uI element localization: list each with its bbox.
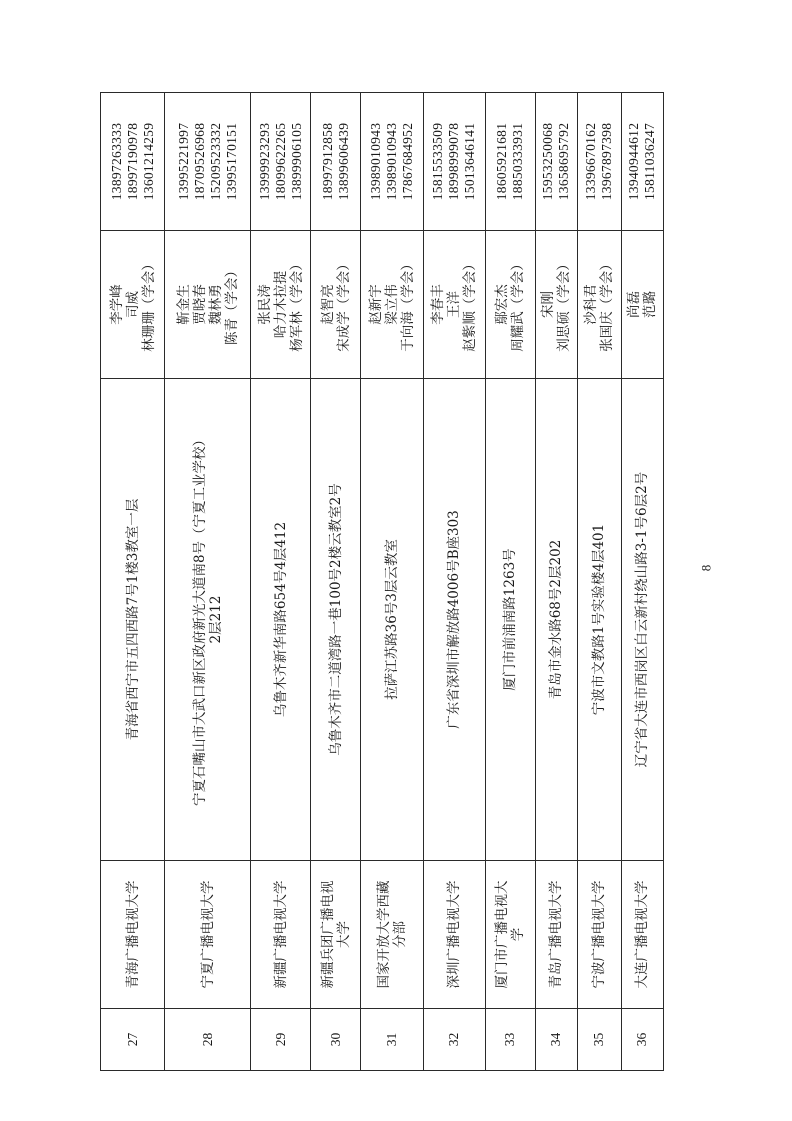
address-cell [423,379,485,861]
address-cell [577,379,621,861]
contact-line: 张民涛 [256,284,273,325]
phone-line: 15953250068 [540,122,556,201]
contact-cell [621,231,663,379]
contact-line: 林珊珊（学会） [140,257,157,352]
school-line: 深圳广播电视大学 [446,880,463,989]
contact-line: 赵新宇 [367,284,384,325]
table-row [423,93,485,1071]
phone-line: 17867684952 [399,122,415,201]
school-cell [423,861,485,1009]
table-row [485,93,535,1071]
row-number-cell: 31 [361,1009,423,1071]
contact-line: 贾晓春 [191,284,208,325]
address-line: 青岛市金水路68号2层202 [548,539,565,700]
contact-cell [251,231,311,379]
contact-cell [311,231,361,379]
address-line: 乌鲁木齐市二道湾路一巷100号2楼云教室2号 [327,483,344,756]
row-number-cell: 35 [577,1009,621,1071]
school-line: 厦门市广播电视大 [494,880,511,989]
school-line: 新疆兵团广播电视 [319,880,336,989]
row-number-cell: 29 [251,1009,311,1071]
phone-line: 13940944612 [626,122,642,201]
school-cell [577,861,621,1009]
contact-line: 司威 [124,291,141,318]
school-line: 大学 [335,921,352,948]
address-line: 厦门市前浦南路1263号 [502,548,519,691]
school-cell [101,861,165,1009]
address-cell [251,379,311,861]
page-number: 8 [698,564,714,572]
school-cell [361,861,423,1009]
contact-line: 于向海（学会） [399,257,416,352]
school-cell [535,861,577,1009]
phone-line: 18605921681 [494,122,510,201]
contact-line: 哈力木拉提 [272,270,289,339]
address-line: 青海省西宁市五四西路7号1楼3教室一层 [124,498,141,741]
address-cell [165,379,251,861]
phone-line: 13658695792 [556,122,572,201]
contact-table [100,92,664,1071]
contact-line: 王洋 [446,291,463,318]
school-line: 分部 [391,921,408,948]
phone-line: 18997912858 [319,122,335,201]
address-line: 宁夏石嘴山市大武口新区政府新光大道南8号（宁夏工业学校） [191,432,208,807]
school-cell [311,861,361,1009]
phone-line: 15815533509 [430,122,446,201]
school-cell [251,861,311,1009]
phone-line: 13396670162 [583,122,599,201]
contact-table-body [101,93,664,1071]
phone-line: 15013646141 [462,122,478,201]
phone-line: 15209523332 [207,122,223,201]
school-line: 宁夏广播电视大学 [199,880,216,989]
phone-line: 13601214259 [140,122,156,201]
contact-line: 鄢宏杰 [494,284,511,325]
contact-line: 尚磊 [626,291,643,318]
contact-line: 赵智亮 [319,284,336,325]
address-cell [621,379,663,861]
school-line: 大连广播电视大学 [634,880,651,989]
contact-cell [535,231,577,379]
address-line: 辽宁省大连市西岗区白云新村绕山路3-1号6层2号 [634,471,651,768]
address-cell [311,379,361,861]
contact-line: 沙科君 [583,284,600,325]
school-line: 青岛广播电视大学 [548,880,565,989]
phone-line: 13995170151 [223,122,239,201]
table-row [621,93,663,1071]
school-line: 宁波广播电视大学 [591,880,608,989]
contact-line: 靳金生 [175,284,192,325]
phone-cell [577,93,621,231]
contact-line: 陈青（学会） [223,264,240,345]
school-cell [621,861,663,1009]
phone-line: 18850333931 [510,122,526,201]
contact-line: 李学峰 [108,284,125,325]
contact-cell [577,231,621,379]
address-cell [535,379,577,861]
phone-line: 15811036247 [642,122,658,201]
school-line: 新疆广播电视大学 [272,880,289,989]
phone-line: 13899906105 [288,122,304,201]
phone-line: 13995221997 [175,122,191,201]
contact-line: 周耀武（学会） [510,257,527,352]
contact-line: 杨军林（学会） [288,257,305,352]
phone-line: 13897263333 [108,122,124,201]
phone-cell [165,93,251,231]
phone-cell [311,93,361,231]
school-line: 国家开放大学西藏 [375,880,392,989]
table-row [311,93,361,1071]
school-line: 学 [510,927,527,942]
contact-line: 李春丰 [430,284,447,325]
school-cell [485,861,535,1009]
phone-line: 18997190978 [124,122,140,201]
phone-line: 13989010943 [367,122,383,201]
table-row [101,93,165,1071]
address-cell [361,379,423,861]
phone-line: 13967897398 [599,122,615,201]
row-number-cell: 34 [535,1009,577,1071]
address-line: 拉萨江苏路36号3层云教室 [383,539,400,700]
contact-cell [101,231,165,379]
phone-line: 13999923293 [256,122,272,201]
contact-line: 宋刚 [540,291,557,318]
contact-line: 范璐 [642,291,659,318]
row-number-cell: 27 [101,1009,165,1071]
address-line: 广东省深圳市解放路4006号B座303 [446,510,463,729]
table-row [535,93,577,1071]
phone-line: 13899606439 [335,122,351,201]
contact-cell [165,231,251,379]
contact-line: 梁立伟 [383,284,400,325]
phone-line: 18099622265 [272,122,288,201]
table-row [251,93,311,1071]
address-cell [101,379,165,861]
table-row [361,93,423,1071]
row-number-cell: 30 [311,1009,361,1071]
table-row [165,93,251,1071]
address-cell [485,379,535,861]
row-number-cell: 36 [621,1009,663,1071]
phone-cell [535,93,577,231]
table-row [577,93,621,1071]
phone-cell [485,93,535,231]
row-number-cell: 28 [165,1009,251,1071]
rotated-table-wrapper [100,93,664,1071]
row-number-cell: 33 [485,1009,535,1071]
school-line: 青海广播电视大学 [124,880,141,989]
phone-cell [251,93,311,231]
contact-line: 刘思硕（学会） [556,257,573,352]
school-cell [165,861,251,1009]
phone-line: 13989010943 [383,122,399,201]
phone-line: 18998999078 [446,122,462,201]
address-line: 宁波市文教路1号实验楼4层401 [591,523,608,716]
contact-line: 赵紫顺（学会） [462,257,479,352]
address-line: 乌鲁木齐新华南路654号4层412 [272,521,289,718]
contact-line: 张国庆（学会） [599,257,616,352]
contact-cell [485,231,535,379]
phone-cell [621,93,663,231]
phone-cell [423,93,485,231]
row-number-cell: 32 [423,1009,485,1071]
phone-cell [361,93,423,231]
phone-cell [101,93,165,231]
phone-line: 18709526968 [191,122,207,201]
contact-cell [423,231,485,379]
address-line: 2层212 [207,595,224,644]
contact-line: 魏林勇 [207,284,224,325]
contact-cell [361,231,423,379]
contact-line: 宋成学（学会） [335,257,352,352]
